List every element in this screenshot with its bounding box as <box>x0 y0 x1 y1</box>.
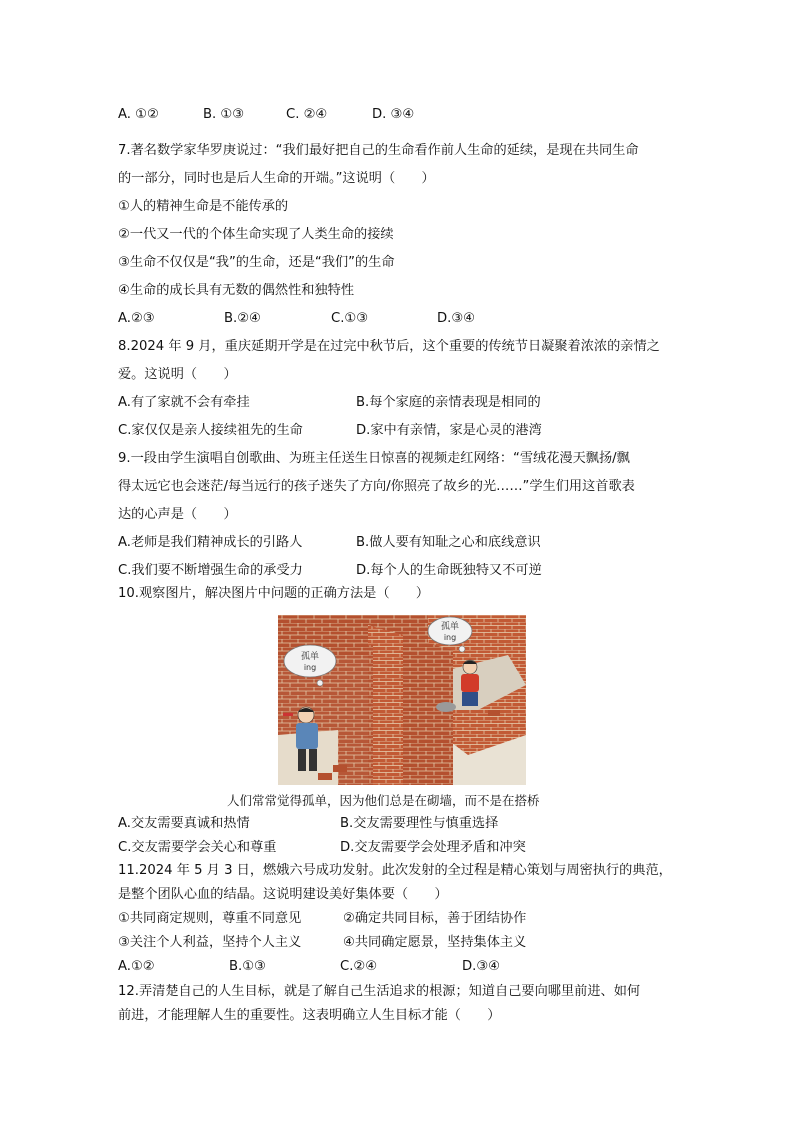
q10-stem: 10.观察图片，解决图片中问题的正确方法是（ ） <box>118 586 430 601</box>
q7-statement-4: ④生命的成长具有无数的偶然性和独特性 <box>118 283 355 298</box>
q9-stem-line3: 达的心声是（ ） <box>118 507 237 522</box>
q7-option-b: B.②④ <box>224 311 261 326</box>
q11-statement-4: ④共同确定愿景，坚持集体主义 <box>343 935 527 950</box>
q10-option-b: B.交友需要理性与慎重选择 <box>340 816 499 831</box>
bubble-right-line1: 孤单 <box>440 622 460 632</box>
q9-option-c: C.我们要不断增强生命的承受力 <box>118 563 303 578</box>
bubble-left-line1: 孤单 <box>300 652 320 662</box>
q9-stem-line2: 得太远它也会迷茫/每当远行的孩子迷失了方向/你照亮了故乡的光……”学生们用这首歌表 <box>118 479 635 494</box>
q10-option-c: C.交友需要学会关心和尊重 <box>118 840 277 855</box>
q10-image-caption: 人们常常觉得孤单，因为他们总是在砌墙，而不是在搭桥 <box>227 793 540 808</box>
q11-statement-2: ②确定共同目标，善于团结协作 <box>343 911 527 926</box>
q10-option-d: D.交友需要学会处理矛盾和冲突 <box>340 840 526 855</box>
q9-option-b: B.做人要有知耻之心和底线意识 <box>356 535 541 550</box>
q8-stem-line1: 8.2024 年 9 月，重庆延期开学是在过完中秋节后，这个重要的传统节日凝聚着浓浓的亲情之 <box>118 339 660 354</box>
brick-wall-cartoon-image <box>278 615 526 785</box>
bubble-left-line2: ing <box>303 663 317 672</box>
q6-option-d: D. ③④ <box>372 107 415 122</box>
q11-option-c: C.②④ <box>340 959 378 974</box>
q7-option-d: D.③④ <box>437 311 475 326</box>
q11-statement-1: ①共同商定规则，尊重不同意见 <box>118 911 302 926</box>
q12-stem-line1: 12.弄清楚自己的人生目标，就是了解自己生活追求的根源；知道自己要向哪里前进、如何 <box>118 984 641 999</box>
q8-option-a: A.有了家就不会有牵挂 <box>118 395 250 410</box>
q8-option-c: C.家仅仅是亲人接续祖先的生命 <box>118 423 303 438</box>
q7-statement-1: ①人的精神生命是不能传承的 <box>118 199 289 214</box>
q7-stem-line2: 的一部分，同时也是后人生命的开端。”这说明（ ） <box>118 171 435 186</box>
q6-option-b: B. ①③ <box>203 107 245 122</box>
q11-option-d: D.③④ <box>462 959 500 974</box>
q10-option-a: A.交友需要真诚和热情 <box>118 816 250 831</box>
bubble-right-line2: ing <box>443 633 457 642</box>
q9-option-a: A.老师是我们精神成长的引路人 <box>118 535 303 550</box>
q11-option-a: A.①② <box>118 959 155 974</box>
q9-stem-line1: 9.一段由学生演唱自创歌曲、为班主任送生日惊喜的视频走红网络：“雪绒花漫天飘扬/飘 <box>118 451 630 466</box>
q9-option-d: D.每个人的生命既独特又不可逆 <box>356 563 542 578</box>
q11-statement-3: ③关注个人利益，坚持个人主义 <box>118 935 302 950</box>
q7-statement-3: ③生命不仅仅是“我”的生命，还是“我们”的生命 <box>118 255 395 270</box>
q7-option-c: C.①③ <box>331 311 369 326</box>
q11-stem-line1: 11.2024 年 5 月 3 日，燃娥六号成功发射。此次发射的全过程是精心策划与周密执行的典范， <box>118 863 672 878</box>
q11-option-b: B.①③ <box>229 959 266 974</box>
q12-stem-line2: 前进，才能理解人生的重要性。这表明确立人生目标才能（ ） <box>118 1008 501 1023</box>
q8-option-b: B.每个家庭的亲情表现是相同的 <box>356 395 541 410</box>
q8-stem-line2: 爱。这说明（ ） <box>118 367 237 382</box>
q7-option-a: A.②③ <box>118 311 155 326</box>
q7-stem-line1: 7.著名数学家华罗庚说过：“我们最好把自己的生命看作前人生命的延续，是现在共同生命 <box>118 143 639 158</box>
q7-statement-2: ②一代又一代的个体生命实现了人类生命的接续 <box>118 227 394 242</box>
q8-option-d: D.家中有亲情，家是心灵的港湾 <box>356 423 542 438</box>
q6-option-c: C. ②④ <box>286 107 328 122</box>
q6-option-a: A. ①② <box>118 107 159 122</box>
q11-stem-line2: 是整个团队心血的结晶。这说明建设美好集体要（ ） <box>118 887 448 902</box>
